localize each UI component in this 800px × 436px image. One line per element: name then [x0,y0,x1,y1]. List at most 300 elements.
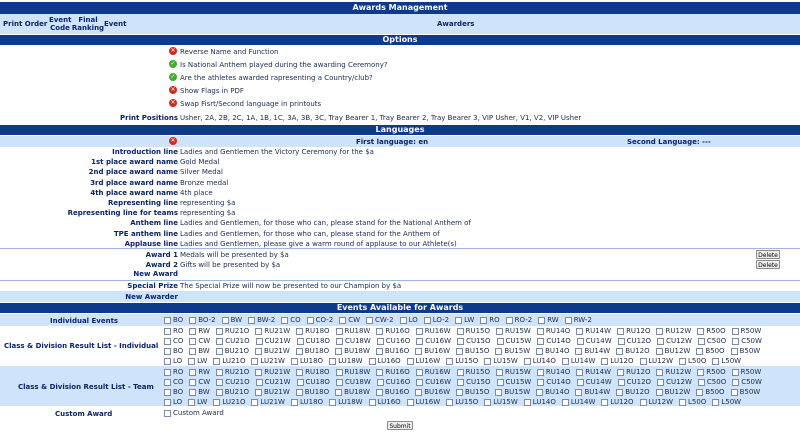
event-checkbox-item[interactable] [222,316,242,324]
event-checkbox-item[interactable] [297,337,330,345]
event-checkbox-item[interactable] [576,368,611,376]
checkbox[interactable] [307,317,314,324]
event-checkbox-item[interactable] [562,357,596,365]
remove-language-icon[interactable]: ✕ [170,137,176,144]
event-checkbox-item[interactable] [216,327,249,335]
event-checkbox-item[interactable] [329,398,363,406]
event-checkbox-item[interactable] [456,388,489,396]
event-checkbox-item[interactable] [537,327,570,335]
event-checkbox-item[interactable] [164,357,182,365]
event-checkbox-item[interactable] [446,357,478,365]
checkbox[interactable] [601,399,608,406]
event-checkbox-item[interactable] [712,398,741,406]
checkbox[interactable] [216,348,223,355]
event-checkbox-item[interactable] [281,316,300,324]
checkbox[interactable] [565,317,572,324]
checkbox[interactable] [255,328,262,335]
checkbox[interactable] [679,399,686,406]
language-line-value[interactable]: Gold Medal [180,158,220,167]
event-checkbox-item[interactable] [256,337,291,345]
checkbox[interactable] [640,358,647,365]
event-checkbox-item[interactable] [251,357,285,365]
checkbox[interactable] [213,358,220,365]
checkbox[interactable] [524,358,531,365]
event-checkbox-item[interactable] [416,368,451,376]
green-check-icon[interactable]: ✓ [170,73,176,80]
checkbox[interactable] [336,369,343,376]
checkbox[interactable] [484,358,491,365]
checkbox[interactable] [335,389,342,396]
checkbox[interactable] [164,338,171,345]
checkbox[interactable] [336,379,343,386]
event-checkbox-item[interactable] [712,357,741,365]
checkbox[interactable] [616,348,623,355]
checkbox[interactable] [732,328,739,335]
event-checkbox-item[interactable] [248,316,275,324]
checkbox[interactable] [697,369,704,376]
event-checkbox-item[interactable] [213,357,245,365]
checkbox[interactable] [164,369,171,376]
language-line-value[interactable]: representing $a [180,209,236,218]
checkbox[interactable] [281,317,288,324]
event-checkbox-item[interactable] [617,327,650,335]
checkbox[interactable] [329,399,336,406]
event-checkbox-item[interactable] [496,327,531,335]
event-checkbox-item[interactable] [377,378,410,386]
checkbox[interactable] [457,328,464,335]
checkbox[interactable] [164,389,171,396]
event-checkbox-item[interactable] [416,337,451,345]
event-checkbox-item[interactable] [376,327,409,335]
language-line-value[interactable]: Ladies and Gentlemen, please give a warm round of applause to our Athlete(s) [180,239,457,248]
event-checkbox-item[interactable] [577,337,612,345]
checkbox[interactable] [506,317,513,324]
event-checkbox-item[interactable] [213,398,245,406]
checkbox[interactable] [400,317,407,324]
checkbox[interactable] [416,379,423,386]
event-checkbox-item[interactable] [296,388,329,396]
checkbox[interactable] [495,389,502,396]
checkbox[interactable] [366,317,373,324]
checkbox[interactable] [455,317,462,324]
event-checkbox-item[interactable] [601,357,633,365]
checkbox[interactable] [640,399,647,406]
checkbox[interactable] [537,328,544,335]
language-line-value[interactable]: 4th place [180,188,213,197]
checkbox[interactable] [732,369,739,376]
red-x-icon[interactable]: ✕ [170,99,176,106]
event-checkbox-item[interactable] [497,337,532,345]
checkbox[interactable] [456,348,463,355]
event-checkbox-item[interactable] [616,347,649,355]
checkbox[interactable] [712,358,719,365]
checkbox[interactable] [188,399,195,406]
checkbox[interactable] [616,389,623,396]
event-checkbox-item[interactable] [424,316,449,324]
checkbox[interactable] [251,399,258,406]
event-checkbox-item[interactable] [480,316,499,324]
checkbox[interactable] [562,358,569,365]
event-checkbox-item[interactable] [732,327,762,335]
checkbox[interactable] [457,379,464,386]
checkbox[interactable] [524,399,531,406]
event-checkbox-item[interactable] [415,347,450,355]
checkbox[interactable] [497,379,504,386]
event-checkbox-item[interactable] [189,327,210,335]
checkbox[interactable] [291,358,298,365]
event-checkbox-item[interactable] [415,388,450,396]
language-line-value[interactable]: Ladies and Gentlemen, for those who can, please stand for the Anthem of [180,229,440,238]
event-checkbox-item[interactable] [377,337,410,345]
event-checkbox-item[interactable] [416,378,451,386]
event-checkbox-item[interactable] [188,357,207,365]
event-checkbox-item[interactable] [216,388,249,396]
event-checkbox-item[interactable] [189,388,209,396]
event-checkbox-item[interactable] [698,378,726,386]
event-checkbox-item[interactable] [376,388,409,396]
event-checkbox-item[interactable] [255,388,290,396]
checkbox[interactable] [407,358,414,365]
event-checkbox-item[interactable] [255,347,290,355]
checkbox[interactable] [679,358,686,365]
checkbox[interactable] [376,369,383,376]
checkbox[interactable] [255,389,262,396]
checkbox[interactable] [189,338,196,345]
event-checkbox-item[interactable] [618,378,651,386]
language-line-value[interactable]: representing $a [180,199,236,207]
checkbox[interactable] [424,317,431,324]
award-value[interactable]: Medals will be presented by $a [180,251,289,259]
language-line-value[interactable]: Silver Medal [180,168,223,177]
event-checkbox-item[interactable] [457,368,490,376]
checkbox[interactable] [496,328,503,335]
event-checkbox-item[interactable] [407,398,441,406]
event-checkbox-item[interactable] [601,398,633,406]
checkbox[interactable] [297,379,304,386]
checkbox[interactable] [329,358,336,365]
checkbox[interactable] [336,338,343,345]
event-checkbox-item[interactable] [679,398,706,406]
checkbox[interactable] [731,389,738,396]
event-checkbox-item[interactable] [484,398,518,406]
event-checkbox-item[interactable] [189,316,215,324]
event-checkbox-item[interactable] [696,347,724,355]
delete-award-button[interactable]: Delete [756,260,780,269]
checkbox[interactable] [377,379,384,386]
event-checkbox-item[interactable] [656,368,691,376]
event-checkbox-item[interactable] [457,378,490,386]
checkbox[interactable] [696,348,703,355]
event-checkbox-item[interactable] [524,357,556,365]
event-checkbox-item[interactable] [495,388,530,396]
checkbox[interactable] [538,317,545,324]
event-checkbox-item[interactable] [164,347,183,355]
checkbox[interactable] [164,358,171,365]
event-checkbox-item[interactable] [164,388,183,396]
checkbox[interactable] [698,338,705,345]
event-checkbox-item[interactable] [537,378,570,386]
delete-award-button[interactable]: Delete [756,250,780,259]
language-line-value[interactable]: Ladies and Gentlemen, for those who can, please stand for the National Anthem of [180,219,471,228]
checkbox[interactable] [484,399,491,406]
checkbox[interactable] [213,399,220,406]
event-checkbox-item[interactable] [536,388,569,396]
checkbox[interactable] [731,348,738,355]
checkbox[interactable] [446,358,453,365]
event-checkbox-item[interactable] [576,327,611,335]
red-x-icon[interactable]: ✕ [170,47,176,54]
checkbox[interactable] [296,348,303,355]
checkbox[interactable] [164,317,171,324]
checkbox[interactable] [577,338,584,345]
checkbox[interactable] [216,369,223,376]
checkbox[interactable] [291,399,298,406]
checkbox[interactable] [656,348,663,355]
event-checkbox-item[interactable] [164,398,182,406]
language-line-value[interactable]: Bronze medal [180,178,229,187]
event-checkbox-item[interactable] [407,357,441,365]
checkbox[interactable] [536,348,543,355]
event-checkbox-item[interactable] [296,347,329,355]
checkbox[interactable] [377,338,384,345]
event-checkbox-item[interactable] [164,337,183,345]
event-checkbox-item[interactable] [216,368,249,376]
checkbox[interactable] [216,338,223,345]
event-checkbox-item[interactable] [216,347,249,355]
checkbox[interactable] [697,328,704,335]
event-checkbox-item[interactable] [335,388,370,396]
checkbox[interactable] [656,328,663,335]
checkbox[interactable] [296,369,303,376]
checkbox[interactable] [189,379,196,386]
checkbox[interactable] [164,379,171,386]
event-checkbox-item[interactable] [336,337,371,345]
event-checkbox-item[interactable] [291,398,323,406]
event-checkbox-item[interactable] [732,368,762,376]
checkbox[interactable] [732,379,739,386]
event-checkbox-item[interactable] [697,368,725,376]
event-checkbox-item[interactable] [506,316,533,324]
event-checkbox-item[interactable] [537,337,570,345]
event-checkbox-item[interactable] [456,347,489,355]
checkbox[interactable] [416,369,423,376]
event-checkbox-item[interactable] [369,398,401,406]
checkbox[interactable] [369,399,376,406]
checkbox[interactable] [656,389,663,396]
event-checkbox-item[interactable] [455,316,474,324]
checkbox[interactable] [216,328,223,335]
event-checkbox-item[interactable] [640,357,674,365]
event-checkbox-item[interactable] [656,388,691,396]
checkbox[interactable] [657,379,664,386]
event-checkbox-item[interactable] [291,357,323,365]
checkbox[interactable] [339,317,346,324]
checkbox[interactable] [617,369,624,376]
event-checkbox-item[interactable] [366,316,394,324]
event-checkbox-item[interactable] [640,398,674,406]
checkbox[interactable] [188,358,195,365]
event-checkbox-item[interactable] [255,368,290,376]
checkbox[interactable] [618,338,625,345]
checkbox[interactable] [164,328,171,335]
event-checkbox-item[interactable] [575,388,610,396]
event-checkbox-item[interactable] [189,337,210,345]
checkbox[interactable] [369,358,376,365]
event-checkbox-item[interactable] [656,347,691,355]
checkbox[interactable] [189,369,196,376]
checkbox[interactable] [457,338,464,345]
event-checkbox-item[interactable] [336,368,371,376]
event-checkbox-item[interactable] [446,398,478,406]
checkbox[interactable] [296,328,303,335]
event-checkbox-item[interactable] [216,378,249,386]
event-checkbox-item[interactable] [657,337,692,345]
event-checkbox-item[interactable] [400,316,418,324]
checkbox[interactable] [456,389,463,396]
event-checkbox-item[interactable] [416,327,451,335]
checkbox[interactable] [251,358,258,365]
event-checkbox-item[interactable] [164,316,183,324]
checkbox[interactable] [415,389,422,396]
checkbox[interactable] [335,348,342,355]
event-checkbox-item[interactable] [376,347,409,355]
event-checkbox-item[interactable] [376,368,409,376]
event-checkbox-item[interactable] [335,347,370,355]
checkbox[interactable] [407,399,414,406]
language-line-value[interactable]: Ladies and Gentlemen the Victory Ceremony for the $a [180,148,374,156]
checkbox[interactable] [575,389,582,396]
event-checkbox-item[interactable] [731,347,761,355]
checkbox[interactable] [446,399,453,406]
event-checkbox-item[interactable] [524,398,556,406]
event-checkbox-item[interactable] [216,337,249,345]
event-checkbox-item[interactable] [617,368,650,376]
checkbox[interactable] [255,348,262,355]
checkbox[interactable] [576,328,583,335]
checkbox[interactable] [256,379,263,386]
checkbox[interactable] [656,369,663,376]
event-checkbox-item[interactable] [656,327,691,335]
checkbox[interactable] [189,328,196,335]
event-checkbox-item[interactable] [189,347,209,355]
checkbox[interactable] [376,389,383,396]
event-checkbox-item[interactable] [732,337,762,345]
checkbox[interactable] [189,317,196,324]
event-checkbox-item[interactable] [256,378,291,386]
event-checkbox-item[interactable] [538,316,559,324]
event-checkbox-item[interactable] [496,368,531,376]
event-checkbox-item[interactable] [164,378,183,386]
checkbox[interactable] [497,338,504,345]
event-checkbox-item[interactable] [339,316,360,324]
event-checkbox-item[interactable] [497,378,532,386]
event-checkbox-item[interactable] [565,316,592,324]
checkbox[interactable] [216,389,223,396]
checkbox[interactable] [537,369,544,376]
event-checkbox-item[interactable] [495,347,530,355]
event-checkbox-item[interactable] [732,378,762,386]
event-checkbox-item[interactable] [577,378,612,386]
event-checkbox-item[interactable] [188,398,207,406]
checkbox[interactable] [255,369,262,376]
event-checkbox-item[interactable] [457,327,490,335]
event-checkbox-item[interactable] [296,368,329,376]
event-checkbox-item[interactable] [369,357,401,365]
checkbox[interactable] [657,338,664,345]
event-checkbox-item[interactable] [575,347,610,355]
event-checkbox-item[interactable] [618,337,651,345]
checkbox[interactable] [376,348,383,355]
event-checkbox-item[interactable] [329,357,363,365]
green-check-icon[interactable]: ✓ [170,60,176,67]
checkbox[interactable] [575,348,582,355]
checkbox[interactable] [537,338,544,345]
checkbox[interactable] [496,369,503,376]
event-checkbox-item[interactable] [484,357,518,365]
checkbox[interactable] [495,348,502,355]
event-checkbox-item[interactable] [698,337,726,345]
checkbox[interactable] [698,379,705,386]
event-checkbox-item[interactable] [336,378,371,386]
checkbox[interactable] [416,338,423,345]
checkbox[interactable] [189,348,196,355]
checkbox[interactable] [562,399,569,406]
checkbox[interactable] [617,328,624,335]
event-checkbox-item[interactable] [679,357,706,365]
event-checkbox-item[interactable] [537,368,570,376]
checkbox[interactable] [164,399,171,406]
checkbox[interactable] [536,389,543,396]
submit-button[interactable]: Submit [387,421,413,430]
checkbox[interactable] [712,399,719,406]
event-checkbox-item[interactable] [562,398,596,406]
checkbox[interactable] [601,358,608,365]
event-checkbox-item[interactable] [251,398,285,406]
checkbox[interactable] [576,369,583,376]
checkbox[interactable] [376,328,383,335]
checkbox[interactable] [537,379,544,386]
event-checkbox-item[interactable] [189,368,210,376]
checkbox[interactable] [480,317,487,324]
special-prize-value[interactable]: The Special Prize will now be presented to our Champion by $a [180,282,402,290]
event-checkbox-item[interactable] [164,327,183,335]
checkbox[interactable] [416,328,423,335]
checkbox[interactable] [457,369,464,376]
event-checkbox-item[interactable] [336,327,371,335]
event-checkbox-item[interactable] [536,347,569,355]
event-checkbox-item[interactable] [296,327,329,335]
checkbox[interactable] [164,348,171,355]
event-checkbox-item[interactable] [697,327,725,335]
checkbox[interactable] [248,317,255,324]
checkbox[interactable] [577,379,584,386]
checkbox[interactable] [732,338,739,345]
event-checkbox-item[interactable] [307,316,334,324]
checkbox[interactable] [415,348,422,355]
checkbox[interactable] [189,389,196,396]
checkbox[interactable] [222,317,229,324]
checkbox[interactable] [297,338,304,345]
checkbox[interactable] [216,379,223,386]
event-checkbox-item[interactable] [616,388,649,396]
event-checkbox-item[interactable] [255,327,290,335]
event-checkbox-item[interactable] [297,378,330,386]
event-checkbox-item[interactable] [457,337,490,345]
checkbox[interactable] [696,389,703,396]
event-checkbox-item[interactable] [731,388,761,396]
event-checkbox-item[interactable] [696,388,724,396]
custom-award-checkbox[interactable] [164,410,171,417]
